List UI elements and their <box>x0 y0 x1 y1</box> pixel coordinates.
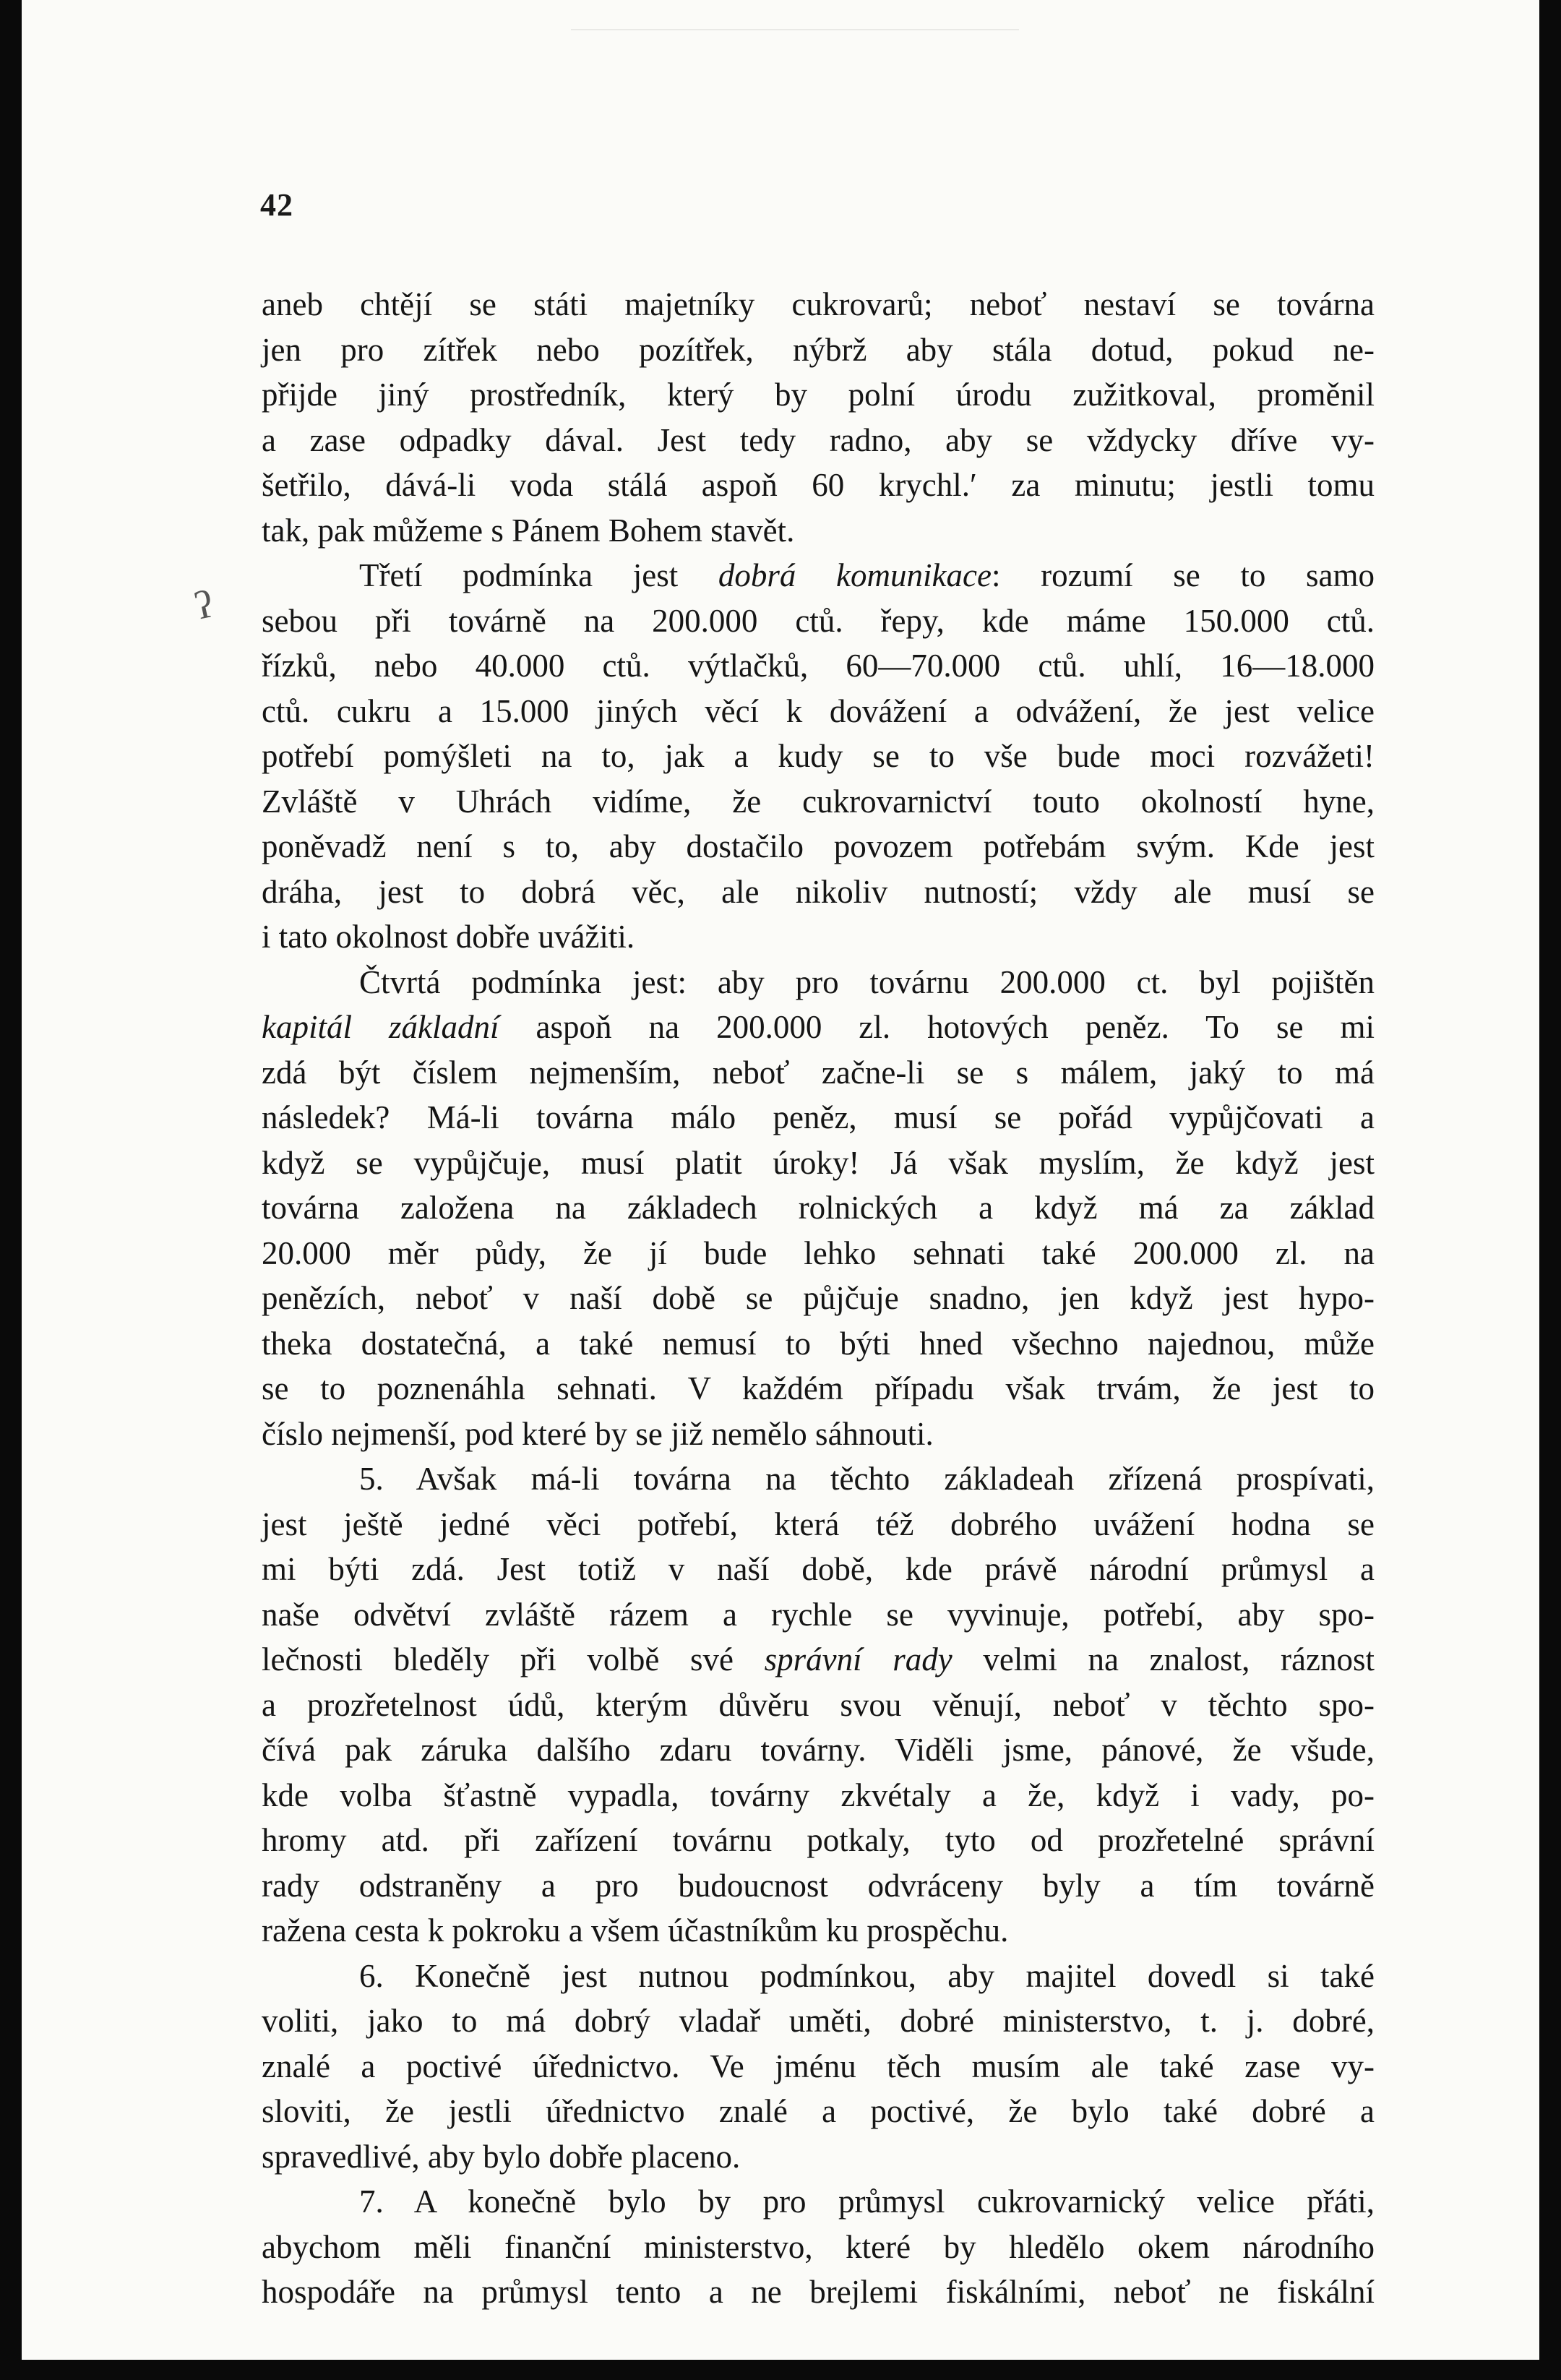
page-number: 42 <box>260 187 293 223</box>
text-run: sebou při továrně na 200.000 ctů. řepy, kde máme 150.000 ctů. <box>262 602 1375 639</box>
bleed-through-mark <box>571 0 1019 30</box>
text-line <box>262 1276 1375 1321</box>
text-run: jest ještě jedné věci potřebí, která též dobrého uvážení hodna se <box>262 1505 1375 1542</box>
text-run: přijde jiný prostředník, který by polní úrodu zužitkoval, proměnil <box>262 377 1375 413</box>
text-run: šetřilo, dává-li voda stálá aspoň 60 krychl.′ za minutu; jestli tomu <box>262 467 1375 503</box>
text-run: : rozumí se to samo <box>991 557 1375 593</box>
text-run: 5. Avšak má-li továrna na těchto základeah zřízená prospívati, <box>359 1461 1375 1497</box>
text-run: hospodáře na průmysl tento a ne brejlemi fiskálními, neboť ne fiskální <box>262 2274 1375 2310</box>
text-line <box>262 1592 1375 1638</box>
text-run: řízků, nebo 40.000 ctů. výtlačků, 60—70.000 ctů. uhlí, 16—18.000 <box>262 648 1375 684</box>
text-line <box>262 914 1375 960</box>
text-run: tak, pak můžeme s Pánem Bohem stavět. <box>262 512 795 549</box>
emphasized-text: dobrá komunikace <box>718 557 992 593</box>
text-run: dráha, jest to dobrá věc, ale nikoliv nutností; vždy ale musí se <box>262 873 1375 910</box>
text-line <box>262 327 1375 373</box>
text-run: číslo nejmenší, pod které by se již nemělo sáhnouti. <box>262 1415 934 1452</box>
text-run: čívá pak záruka dalšího zdaru továrny. Viděli jsme, pánové, že všude, <box>262 1732 1375 1768</box>
text-line <box>262 869 1375 915</box>
text-line <box>262 1954 1375 1999</box>
text-line <box>262 1005 1375 1050</box>
text-line <box>262 779 1375 825</box>
text-run: 20.000 měr půdy, že jí bude lehko sehnati také 200.000 zl. na <box>262 1234 1375 1271</box>
text-line <box>262 463 1375 508</box>
text-run: jen pro zítřek nebo pozítřek, nýbrž aby stála dotud, pokud ne- <box>262 331 1375 368</box>
text-run: potřebí pomýšleti na to, jak a kudy se to vše bude moci rozvážeti! <box>262 738 1375 774</box>
text-line <box>262 1185 1375 1231</box>
text-run: Zvláště v Uhrách vidíme, že cukrovarnictví touto okolností hyne, <box>262 783 1375 820</box>
text-line <box>262 2134 1375 2180</box>
text-run: ctů. cukru a 15.000 jiných věcí k dovážení a odvážení, že jest velice <box>262 692 1375 729</box>
text-run: následek? Má-li továrna málo peněz, musí se pořád vypůjčovati a <box>262 1099 1375 1135</box>
text-run: mi býti zdá. Jest totiž v naší době, kde právě národní průmysl a <box>262 1551 1375 1587</box>
text-line <box>262 1456 1375 1502</box>
text-run: 6. Konečně jest nutnou podmínkou, aby majitel dovedl si také <box>359 1957 1375 1994</box>
text-run: Čtvrtá podmínka jest: aby pro továrnu 200.000 ct. byl pojištěn <box>359 963 1375 1000</box>
text-run: i tato okolnost dobře uvážiti. <box>262 919 635 955</box>
text-line <box>262 734 1375 779</box>
text-run: 7. A konečně bylo by pro průmysl cukrovarnický velice přáti, <box>359 2183 1375 2220</box>
text-run: theka dostatečná, a také nemusí to býti hned všechno najednou, může <box>262 1325 1375 1362</box>
margin-pencil-mark: ʔ <box>191 582 217 628</box>
text-line <box>262 2225 1375 2270</box>
text-run: Třetí podmínka jest <box>359 557 718 593</box>
text-line <box>262 1727 1375 1773</box>
text-line <box>262 1502 1375 1547</box>
text-line <box>262 2179 1375 2225</box>
text-line <box>262 553 1375 598</box>
text-run: poněvadž není s to, aby dostačilo povozem potřebám svým. Kde jest <box>262 828 1375 864</box>
text-run: spravedlivé, aby bylo dobře placeno. <box>262 2138 741 2175</box>
text-line <box>262 372 1375 418</box>
text-line <box>262 689 1375 734</box>
emphasized-text: správní rady <box>764 1641 952 1677</box>
text-run: penězích, neboť v naší době se půjčuje snadno, jen když jest hypo- <box>262 1280 1375 1316</box>
text-run: když se vypůjčuje, musí platit úroky! Já však myslím, že když jest <box>262 1144 1375 1181</box>
text-run: továrna založena na základech rolnických a když má za základ <box>262 1190 1375 1226</box>
text-line <box>262 1050 1375 1096</box>
text-run: velmi na znalost, ráznost <box>952 1641 1375 1677</box>
text-run: abychom měli finanční ministerstvo, které by hledělo okem národního <box>262 2228 1375 2265</box>
text-line <box>262 282 1375 327</box>
text-line <box>262 508 1375 554</box>
text-line <box>262 1547 1375 1592</box>
text-line <box>262 1637 1375 1683</box>
text-run: naše odvětví zvláště rázem a rychle se vyvinuje, potřebí, aby spo- <box>262 1596 1375 1633</box>
text-run: a zase odpadky dával. Jest tedy radno, aby se vždycky dříve vy- <box>262 421 1375 458</box>
text-line <box>262 1366 1375 1412</box>
text-line <box>262 2044 1375 2089</box>
text-line <box>262 598 1375 644</box>
text-line <box>262 1863 1375 1909</box>
text-line <box>262 643 1375 689</box>
text-line <box>262 2269 1375 2315</box>
text-run: rady odstraněny a pro budoucnost odvráceny byly a tím továrně <box>262 1867 1375 1904</box>
emphasized-text: kapitál základní <box>262 1009 499 1045</box>
text-run: voliti, jako to má dobrý vladař uměti, dobré ministerstvo, t. j. dobré, <box>262 2003 1375 2039</box>
text-line <box>262 1773 1375 1818</box>
body-text <box>262 282 1375 2315</box>
text-line <box>262 1231 1375 1276</box>
text-line <box>262 1998 1375 2044</box>
text-run: kde volba šťastně vypadla, továrny zkvétaly a že, když i vady, po- <box>262 1777 1375 1813</box>
text-line <box>262 1683 1375 1728</box>
text-run: aspoň na 200.000 zl. hotových peněz. To se mi <box>499 1009 1375 1045</box>
text-run: zdá být číslem nejmenším, neboť začne-li se s málem, jaký to má <box>262 1054 1375 1091</box>
text-run: znalé a poctivé úřednictvo. Ve jménu těch musím ale také zase vy- <box>262 2048 1375 2084</box>
text-line <box>262 824 1375 869</box>
text-line <box>262 1818 1375 1863</box>
text-run: a prozřetelnost údů, kterým důvěru svou věnují, neboť v těchto spo- <box>262 1686 1375 1723</box>
text-run: aneb chtějí se státi majetníky cukrovarů; neboť nestaví se továrna <box>262 286 1375 322</box>
text-line <box>262 418 1375 463</box>
text-line <box>262 1908 1375 1954</box>
text-run: sloviti, že jestli úřednictvo znalé a poctivé, že bylo také dobré a <box>262 2093 1375 2129</box>
text-run: lečnosti bleděly při volbě své <box>262 1641 765 1677</box>
text-line <box>262 1095 1375 1140</box>
text-run: se to poznenáhla sehnati. V každém případu však trvám, že jest to <box>262 1370 1375 1406</box>
text-line <box>262 1412 1375 1457</box>
text-line <box>262 960 1375 1005</box>
text-line <box>262 1321 1375 1367</box>
text-run: hromy atd. při zařízení továrnu potkaly, tyto od prozřetelné správní <box>262 1822 1375 1858</box>
text-line <box>262 2089 1375 2134</box>
text-line <box>262 1140 1375 1186</box>
text-run: ražena cesta k pokroku a všem účastníkům ku prospěchu. <box>262 1912 1009 1949</box>
